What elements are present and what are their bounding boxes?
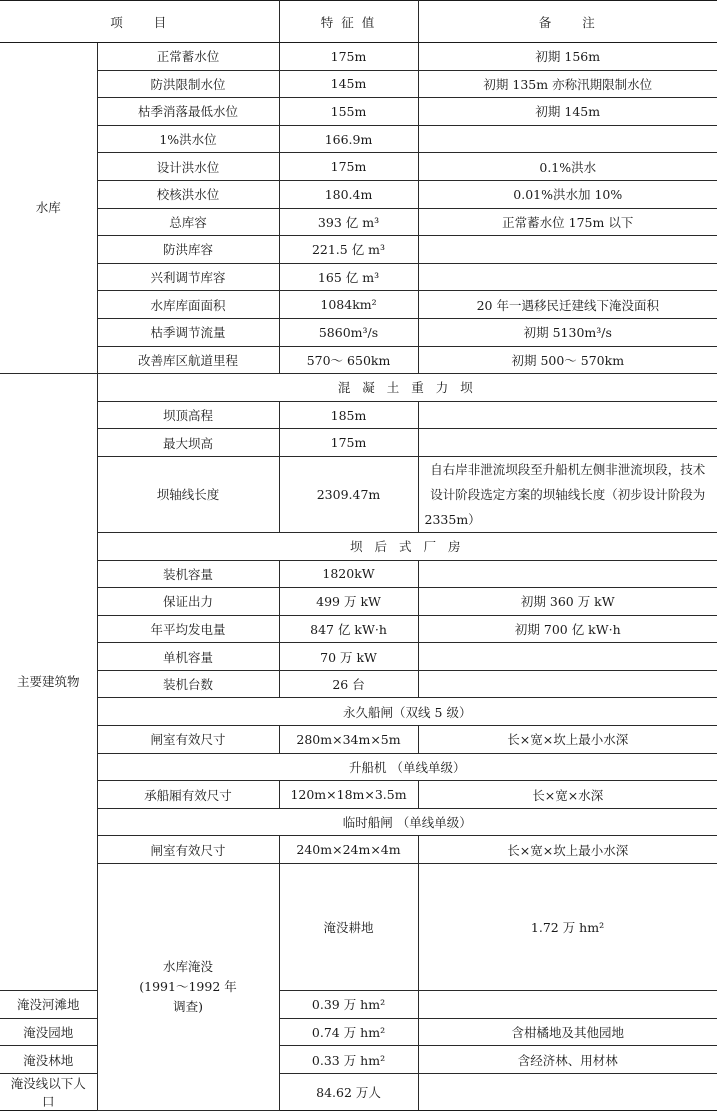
category-inundation [97, 864, 279, 1111]
row-item: 总库容 [97, 208, 279, 236]
table-row [0, 836, 717, 864]
row-item: 校核洪水位 [97, 180, 279, 208]
table-row [0, 781, 717, 809]
row-remark: 初期 135m 亦称汛期限制水位 [418, 70, 717, 98]
row-remark [418, 670, 717, 698]
row-item: 淹没园地 [0, 1018, 97, 1046]
table-row [0, 98, 717, 126]
subsection-row [0, 532, 717, 560]
category-structures: 主要建筑物 [0, 374, 97, 991]
row-item: 防洪限制水位 [97, 70, 279, 98]
row-item: 坝顶高程 [97, 401, 279, 429]
header-item: 项 目 [0, 1, 279, 43]
table-header-row [0, 1, 717, 43]
row-remark: 20 年一遇移民迁建线下淹没面积 [418, 291, 717, 319]
row-remark: 含经济林、用材林 [418, 1046, 717, 1074]
row-item: 防洪库容 [97, 236, 279, 264]
subsection-row [0, 698, 717, 726]
row-value: 393 亿 m³ [279, 208, 418, 236]
row-remark: 0.01%洪水加 10% [418, 180, 717, 208]
table-row [0, 643, 717, 671]
table-row [0, 318, 717, 346]
row-value: 166.9m [279, 125, 418, 153]
subsection-row [0, 374, 717, 402]
table-row [0, 153, 717, 181]
subsection-ship-lift-title: 升船机 （单线单级） [97, 753, 717, 781]
row-value: 0.74 万 hm² [279, 1018, 418, 1046]
row-item: 淹没河滩地 [0, 991, 97, 1019]
row-item: 闸室有效尺寸 [97, 726, 279, 754]
row-value: 240m×24m×4m [279, 836, 418, 864]
row-value: 26 台 [279, 670, 418, 698]
row-remark [418, 125, 717, 153]
row-value: 221.5 亿 m³ [279, 236, 418, 264]
row-remark [418, 429, 717, 457]
table-row [0, 236, 717, 264]
table-row [0, 670, 717, 698]
row-item: 闸室有效尺寸 [97, 836, 279, 864]
row-item: 改善库区航道里程 [97, 346, 279, 374]
row-item: 单机容量 [97, 643, 279, 671]
category-inundation-line1: 水库淹没 [163, 958, 214, 974]
row-item: 淹没线以下人口 [0, 1073, 97, 1110]
row-item: 枯季调节流量 [97, 318, 279, 346]
row-item: 枯季消落最低水位 [97, 98, 279, 126]
row-item: 保证出力 [97, 588, 279, 616]
row-value: 120m×18m×3.5m [279, 781, 418, 809]
row-remark [418, 401, 717, 429]
table-row [0, 70, 717, 98]
row-remark [418, 236, 717, 264]
row-value: 145m [279, 70, 418, 98]
row-value: 2309.47m [279, 456, 418, 532]
subsection-dam-title: 混 凝 土 重 力 坝 [97, 374, 717, 402]
subsection-powerhouse-title: 坝 后 式 厂 房 [97, 532, 717, 560]
row-value: 280m×34m×5m [279, 726, 418, 754]
row-value: 70 万 kW [279, 643, 418, 671]
row-remark [418, 560, 717, 588]
category-inundation-line2: (1991～1992 年 [139, 978, 237, 994]
row-value: 84.62 万人 [279, 1073, 418, 1110]
row-item: 淹没林地 [0, 1046, 97, 1074]
row-remark: 初期 700 亿 kW·h [418, 615, 717, 643]
row-value: 1820kW [279, 560, 418, 588]
category-inundation-line3: 调查) [173, 998, 203, 1014]
row-item: 坝轴线长度 [97, 456, 279, 532]
table-row [0, 429, 717, 457]
row-value: 847 亿 kW·h [279, 615, 418, 643]
row-remark: 0.1%洪水 [418, 153, 717, 181]
row-item: 设计洪水位 [97, 153, 279, 181]
row-value: 1084km² [279, 291, 418, 319]
subsection-row [0, 808, 717, 836]
subsection-row [0, 753, 717, 781]
table-row [0, 456, 717, 532]
category-reservoir: 水库 [0, 43, 97, 374]
table-row [0, 615, 717, 643]
table-row [0, 401, 717, 429]
row-value: 0.33 万 hm² [279, 1046, 418, 1074]
header-value: 特 征 值 [279, 1, 418, 43]
row-value: 1.72 万 hm² [418, 864, 717, 991]
row-remark [418, 991, 717, 1019]
row-item: 年平均发电量 [97, 615, 279, 643]
row-value: 499 万 kW [279, 588, 418, 616]
row-remark: 长×宽×坎上最小水深 [418, 836, 717, 864]
table-row [0, 180, 717, 208]
row-value: 185m [279, 401, 418, 429]
row-remark [418, 1073, 717, 1110]
row-remark [418, 643, 717, 671]
row-remark: 自右岸非泄流坝段至升船机左侧非泄流坝段，技术设计阶段选定方案的坝轴线长度（初步设计阶段为 2335m） [418, 456, 717, 532]
row-item: 装机容量 [97, 560, 279, 588]
row-item: 装机台数 [97, 670, 279, 698]
row-item: 水库库面面积 [97, 291, 279, 319]
row-value: 175m [279, 43, 418, 71]
row-item: 最大坝高 [97, 429, 279, 457]
table-row [0, 588, 717, 616]
row-remark: 正常蓄水位 175m 以下 [418, 208, 717, 236]
table-row [0, 125, 717, 153]
table-row [0, 208, 717, 236]
table-row [0, 263, 717, 291]
row-value: 155m [279, 98, 418, 126]
row-remark [418, 263, 717, 291]
row-remark: 初期 500～ 570km [418, 346, 717, 374]
row-item: 正常蓄水位 [97, 43, 279, 71]
row-remark: 初期 360 万 kW [418, 588, 717, 616]
row-item: 兴利调节库容 [97, 263, 279, 291]
row-item: 淹没耕地 [279, 864, 418, 991]
table-row [0, 346, 717, 374]
header-remark: 备 注 [418, 1, 717, 43]
table-row [0, 560, 717, 588]
row-value: 175m [279, 429, 418, 457]
row-value: 0.39 万 hm² [279, 991, 418, 1019]
row-value: 175m [279, 153, 418, 181]
row-value: 165 亿 m³ [279, 263, 418, 291]
row-value: 570～ 650km [279, 346, 418, 374]
row-remark: 初期 5130m³/s [418, 318, 717, 346]
table-row [0, 864, 717, 991]
subsection-temp-lock-title: 临时船闸 （单线单级） [97, 808, 717, 836]
table-row [0, 43, 717, 71]
row-remark: 初期 145m [418, 98, 717, 126]
table-row [0, 291, 717, 319]
row-value: 180.4m [279, 180, 418, 208]
subsection-permanent-lock-title: 永久船闸（双线 5 级） [97, 698, 717, 726]
row-remark: 含柑橘地及其他园地 [418, 1018, 717, 1046]
row-value: 5860m³/s [279, 318, 418, 346]
row-item: 承船厢有效尺寸 [97, 781, 279, 809]
row-item: 1%洪水位 [97, 125, 279, 153]
row-remark: 长×宽×水深 [418, 781, 717, 809]
row-remark: 初期 156m [418, 43, 717, 71]
row-remark: 长×宽×坎上最小水深 [418, 726, 717, 754]
table-row [0, 726, 717, 754]
